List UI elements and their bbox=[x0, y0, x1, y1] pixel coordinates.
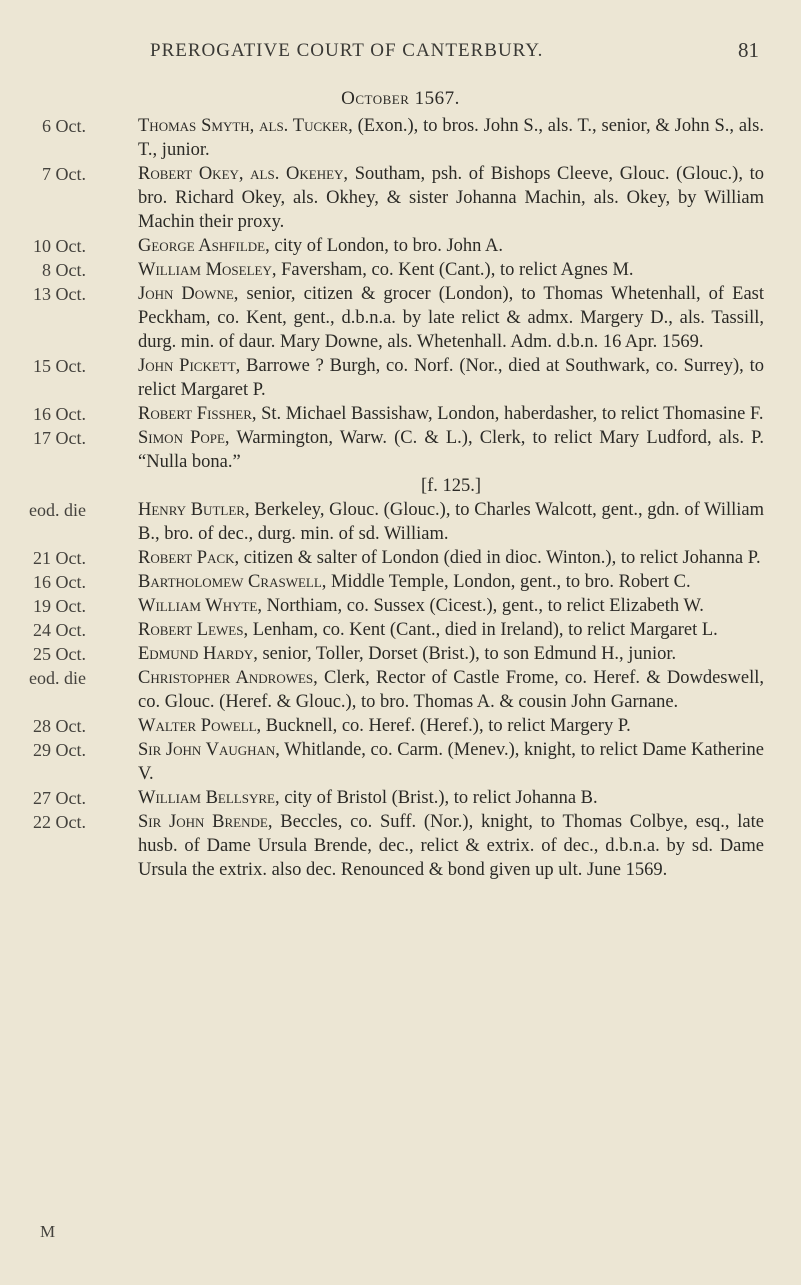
list-item bbox=[0, 354, 801, 402]
testator-name: William Moseley, bbox=[138, 260, 277, 280]
entry-body: (Exon.), to bros. John S., als. T., senior, & John S., als. T., junior. bbox=[138, 116, 764, 160]
section-heading: October 1567. bbox=[341, 88, 460, 109]
entry-date: 13 Oct. bbox=[33, 284, 86, 304]
entry-text bbox=[138, 258, 764, 282]
entry-text bbox=[138, 426, 764, 498]
testator-name: Simon Pope, bbox=[138, 428, 230, 448]
list-item bbox=[0, 282, 801, 354]
entry-body: city of Bristol (Brist.), to relict Johanna B. bbox=[279, 788, 598, 808]
entry-body: city of London, to bro. John A. bbox=[269, 236, 504, 256]
entry-text bbox=[138, 786, 764, 810]
list-item bbox=[0, 738, 801, 786]
entry-date: 16 Oct. bbox=[33, 572, 86, 592]
entry-body: Barrowe ? Burgh, co. Norf. (Nor., died at Southwark, co. Surrey), to relict Margaret P. bbox=[138, 356, 764, 400]
entry-date: 27 Oct. bbox=[33, 788, 86, 808]
entry-body: Berkeley, Glouc. (Glouc.), to Charles Walcott, gent., gdn. of William B., bro. of dec., durg. min. of sd. William. bbox=[138, 500, 764, 544]
entry-body: senior, citizen & grocer (London), to Thomas Whetenhall, of East Peckham, co. Kent, gent., d.b.n.a. by late relict & admx. Margery D., als. Tassill, durg. min. of daur. Mary Downe, als. Whetenhall. Adm. d.b.n. 16 Apr. 1569. bbox=[138, 284, 764, 352]
list-item bbox=[0, 714, 801, 738]
entry-text bbox=[138, 402, 764, 426]
testator-name: Robert Pack, bbox=[138, 548, 240, 568]
list-item bbox=[0, 570, 801, 594]
entry-date: 22 Oct. bbox=[33, 812, 86, 832]
entry-body: Clerk, Rector of Castle Frome, co. Heref. & Dowdeswell, co. Glouc. (Heref. & Glouc.), to bro. Thomas A. & cousin John Garnane. bbox=[138, 668, 764, 712]
entry-body: Beccles, co. Suff. (Nor.), knight, to Thomas Colbye, esq., late husb. of Dame Ursula Brende, dec., relict & extrix. of dec., d.b.n.a. by sd. Dame Ursula the extrix. also dec. Renounced & bond given up ult. June 1569. bbox=[138, 812, 764, 880]
entry-text bbox=[138, 162, 764, 234]
entry-text bbox=[138, 666, 764, 714]
entry-text bbox=[138, 570, 764, 594]
entry-text bbox=[138, 594, 764, 618]
entry-text bbox=[138, 642, 764, 666]
testator-name: William Bellsyre, bbox=[138, 788, 280, 808]
entry-text bbox=[138, 618, 764, 642]
testator-name: John Pickett, bbox=[138, 356, 241, 376]
entry-list bbox=[0, 114, 801, 882]
entry-text bbox=[138, 714, 764, 738]
running-title: PREROGATIVE COURT OF CANTERBURY. bbox=[150, 40, 544, 61]
list-item bbox=[0, 426, 801, 498]
entry-date: eod. die bbox=[29, 500, 86, 520]
list-item bbox=[0, 666, 801, 714]
entry-date: 19 Oct. bbox=[33, 596, 86, 616]
entry-body: Northiam, co. Sussex (Cicest.), gent., to relict Elizabeth W. bbox=[261, 596, 704, 616]
entry-text bbox=[138, 234, 764, 258]
testator-name: Thomas Smyth, als. Tucker, bbox=[138, 116, 353, 136]
entry-date: 24 Oct. bbox=[33, 620, 86, 640]
list-item bbox=[0, 402, 801, 426]
entry-body: Bucknell, co. Heref. (Heref.), to relict Margery P. bbox=[261, 716, 631, 736]
entry-body: Lenham, co. Kent (Cant., died in Ireland), to relict Margaret L. bbox=[248, 620, 718, 640]
entry-text bbox=[138, 498, 764, 546]
list-item bbox=[0, 258, 801, 282]
list-item bbox=[0, 162, 801, 234]
list-item bbox=[0, 618, 801, 642]
entry-body: Whitlande, co. Carm. (Menev.), knight, to relict Dame Katherine V. bbox=[138, 740, 764, 784]
testator-name: Christopher Androwes, bbox=[138, 668, 318, 688]
list-item bbox=[0, 234, 801, 258]
entry-body: Middle Temple, London, gent., to bro. Robert C. bbox=[326, 572, 691, 592]
entry-date: eod. die bbox=[29, 668, 86, 688]
folio-note: [f. 125.] bbox=[420, 476, 482, 496]
entry-date: 28 Oct. bbox=[33, 716, 86, 736]
entry-date: 25 Oct. bbox=[33, 644, 86, 664]
testator-name: William Whyte, bbox=[138, 596, 262, 616]
entry-date: 6 Oct. bbox=[42, 116, 86, 136]
entry-text bbox=[138, 282, 764, 354]
list-item bbox=[0, 114, 801, 162]
testator-name: John Downe, bbox=[138, 284, 239, 304]
list-item bbox=[0, 594, 801, 618]
entry-body: senior, Toller, Dorset (Brist.), to son Edmund H., junior. bbox=[257, 644, 677, 664]
entry-date: 7 Oct. bbox=[42, 164, 86, 184]
testator-name: Bartholomew Craswell, bbox=[138, 572, 327, 592]
page-number: 81 bbox=[738, 38, 759, 62]
testator-name: Sir John Vaughan, bbox=[138, 740, 280, 760]
list-item bbox=[0, 498, 801, 546]
entry-date: 8 Oct. bbox=[42, 260, 86, 280]
testator-name: George Ashfilde, bbox=[138, 236, 270, 256]
entry-body: citizen & salter of London (died in dioc. Winton.), to relict Johanna P. bbox=[239, 548, 761, 568]
entry-date: 16 Oct. bbox=[33, 404, 86, 424]
entry-body: Warmington, Warw. (C. & L.), Clerk, to relict Mary Ludford, als. P. “Nulla bona.” bbox=[138, 428, 764, 472]
entry-text bbox=[138, 354, 764, 402]
entry-body: Southam, psh. of Bishops Cleeve, Glouc. (Glouc.), to bro. Richard Okey, als. Okhey, & sister Johanna Machin, als. Okey, by William Machin their proxy. bbox=[138, 164, 765, 232]
entry-text bbox=[138, 738, 764, 786]
entry-body: St. Michael Bassishaw, London, haberdasher, to relict Thomasine F. bbox=[256, 404, 764, 424]
entry-date: 10 Oct. bbox=[33, 236, 86, 256]
testator-name: Edmund Hardy, bbox=[138, 644, 258, 664]
entry-text bbox=[138, 810, 764, 882]
testator-name: Robert Fissher, bbox=[138, 404, 257, 424]
entry-date: 17 Oct. bbox=[33, 428, 86, 448]
signature-mark: M bbox=[40, 1222, 56, 1241]
entry-date: 15 Oct. bbox=[33, 356, 86, 376]
list-item bbox=[0, 642, 801, 666]
entry-body: Faversham, co. Kent (Cant.), to relict Agnes M. bbox=[276, 260, 634, 280]
testator-name: Walter Powell, bbox=[138, 716, 262, 736]
testator-name: Robert Lewes, bbox=[138, 620, 249, 640]
list-item bbox=[0, 810, 801, 882]
entry-text bbox=[138, 546, 764, 570]
testator-name: Henry Butler, bbox=[138, 500, 250, 520]
entry-text bbox=[138, 114, 764, 162]
list-item bbox=[0, 546, 801, 570]
entry-date: 29 Oct. bbox=[33, 740, 86, 760]
entry-date: 21 Oct. bbox=[33, 548, 86, 568]
testator-name: Robert Okey, als. Okehey, bbox=[138, 164, 349, 184]
list-item bbox=[0, 786, 801, 810]
testator-name: Sir John Brende, bbox=[138, 812, 273, 832]
